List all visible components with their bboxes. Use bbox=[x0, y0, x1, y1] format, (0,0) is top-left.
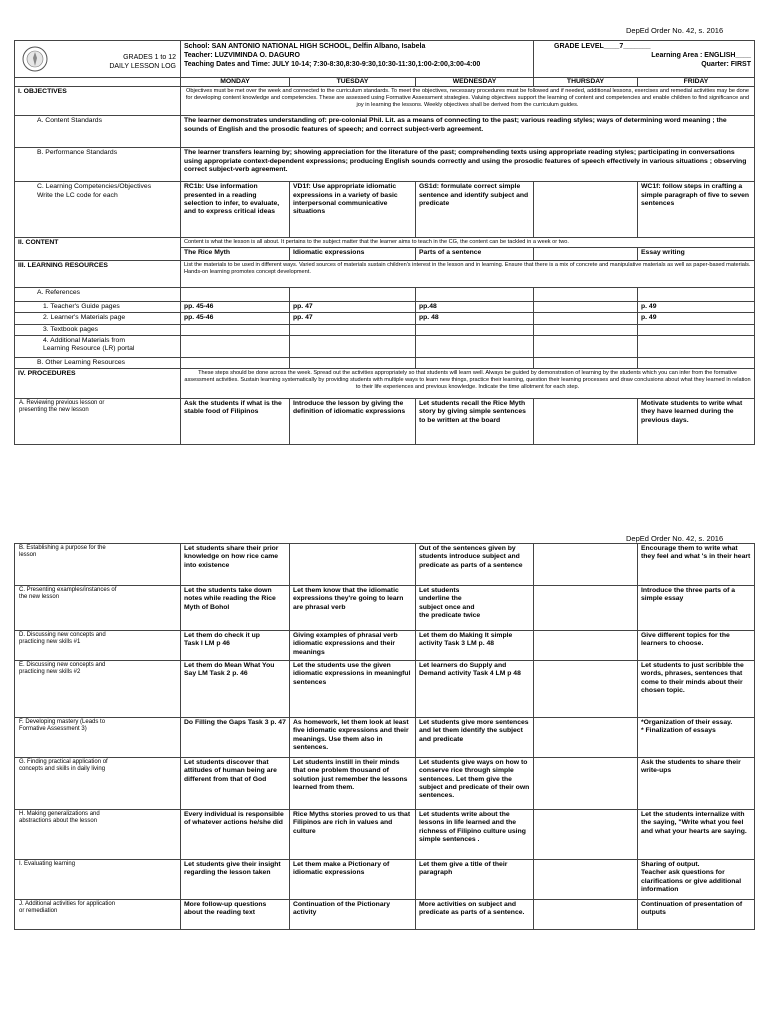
deped-order-bottom: DepEd Order No. 42, s. 2016 bbox=[626, 534, 724, 543]
procedure-label: G. Finding practical application of concepts and skills in daily living bbox=[15, 758, 181, 810]
procedure-tuesday: Giving examples of phrasal verb idiomatic expressions and their meanings bbox=[290, 631, 416, 661]
content-standards-text: The learner demonstrates understanding of: pre-colonial Phil. Lit. as a means of connecting to the past; various reading styles; ways of determining word meaning ; the sounds of English and the prosodic features of speech; and correct subject-verb agreement. bbox=[181, 116, 755, 148]
learning-area: Learning Area : ENGLISH____ bbox=[651, 52, 751, 60]
content-friday: Essay writing bbox=[638, 247, 755, 260]
procedure-friday: *Organization of their essay. * Finalization of essays bbox=[638, 718, 755, 758]
tg-monday: pp. 45-46 bbox=[181, 301, 290, 312]
procedure-monday: Let students discover that attitudes of human being are different from that of God bbox=[181, 758, 290, 810]
content-monday: The Rice Myth bbox=[181, 247, 290, 260]
quarter: Quarter: FIRST bbox=[701, 61, 751, 69]
lm-wednesday: pp. 48 bbox=[416, 313, 534, 324]
competency-friday: WC1f: follow steps in crafting a simple paragraph of five to seven sentences bbox=[638, 182, 755, 238]
lm-monday: pp. 45-46 bbox=[181, 313, 290, 324]
procedure-friday: Continuation of presentation of outputs bbox=[638, 900, 755, 930]
procedure-label: J. Additional activities for application or remediation bbox=[15, 900, 181, 930]
procedure-thursday bbox=[534, 718, 638, 758]
procedure-friday: Let students to just scribble the words, phrases, sentences that come to their minds about their chosen topic. bbox=[638, 661, 755, 718]
procedure-thursday bbox=[534, 544, 638, 586]
procedure-friday: Ask the students to share their write-ups bbox=[638, 758, 755, 810]
tg-wednesday: pp.48 bbox=[416, 301, 534, 312]
content-thursday bbox=[534, 247, 638, 260]
content-standards-label: A. Content Standards bbox=[15, 116, 181, 148]
school-name: School: SAN ANTONIO NATIONAL HIGH SCHOOL, Delfin Albano, Isabela bbox=[184, 43, 426, 50]
procedure-thursday bbox=[534, 661, 638, 718]
performance-standards-text: The learner transfers learning by; showing appreciation for the literature of the past; comprehending texts using appropriate reading styles; participating in conversations using appropriate context-dependent expressions; producing English sounds correctly and using the prosodic features of speech effectively in various situations ; observing correct subject-verb agreement. bbox=[181, 148, 755, 182]
procedure-monday: Ask the students if what is the stable food of Filipinos bbox=[181, 399, 290, 445]
header-center bbox=[181, 41, 534, 78]
procedure-label: F. Developing mastery (Leads to Formative Assessment 3) bbox=[15, 718, 181, 758]
procedure-thursday bbox=[534, 860, 638, 900]
procedure-friday: Give different topics for the learners to choose. bbox=[638, 631, 755, 661]
competency-monday: RC1b: Use information presented in a reading selection to infer, to evaluate, and to express critical ideas bbox=[181, 182, 290, 238]
procedure-label: B. Establishing a purpose for the lesson bbox=[15, 544, 181, 586]
day-thursday: THURSDAY bbox=[534, 78, 638, 87]
procedure-tuesday: Introduce the lesson by giving the definition of idiomatic expressions bbox=[290, 399, 416, 445]
competencies-row bbox=[15, 182, 755, 238]
other-resources-label: B. Other Learning Resources bbox=[15, 357, 181, 368]
procedure-wednesday: Let students recall the Rice Myth story by giving simple sentences to be written at the board bbox=[416, 399, 534, 445]
lm-thursday bbox=[534, 313, 638, 324]
procedure-tuesday: Let students instill in their minds that one problem thousand of solution just remember the lessons learned from them. bbox=[290, 758, 416, 810]
lesson-log-top bbox=[14, 40, 755, 445]
procedures-note: These steps should be done across the week. Spread out the activities appropriately so that students will learn well. Always be guided by demonstration of learning by the students which you can infer from the formative assessment activities. Sustain learning systematically by providing students with multiple ways to learn new things, practice their learning, question their learning processes and draw conclusions about what they learned in relation to their life experiences and previous knowledge. Indicate the time allotment for each step. bbox=[181, 369, 755, 399]
textbook-label: 3. Textbook pages bbox=[15, 324, 181, 335]
procedures-row bbox=[15, 369, 755, 399]
procedure-wednesday: Let them give a title of their paragraph bbox=[416, 860, 534, 900]
header-left bbox=[15, 41, 181, 78]
days-row bbox=[15, 78, 755, 87]
header-row bbox=[15, 41, 755, 78]
procedure-label: D. Discussing new concepts and practicing new skills #1 bbox=[15, 631, 181, 661]
objectives-row bbox=[15, 87, 755, 116]
textbook-row bbox=[15, 324, 755, 335]
procedure-label: C. Presenting examples/instances of the new lesson bbox=[15, 586, 181, 631]
lm-pages-row bbox=[15, 313, 755, 324]
procedure-label: E. Discussing new concepts and practicing new skills #2 bbox=[15, 661, 181, 718]
procedure-tuesday bbox=[290, 544, 416, 586]
procedure-label: A. Reviewing previous lesson or presenting the new lesson bbox=[15, 399, 181, 445]
procedure-thursday bbox=[534, 399, 638, 445]
objectives-note: Objectives must be met over the week and connected to the curriculum standards. To meet the objectives, necessary procedures must be followed and if needed, additional lessons, exercises and remedial activities may be done for developing content knowledge and competencies. These are assessed using Formative Assessment strategies. Valuing objectives support the learning of content and competencies and enable children to find significance and joy in learning the lessons. Weekly objectives shall be derived from the curriculum guides. bbox=[181, 87, 755, 116]
procedure-thursday bbox=[534, 758, 638, 810]
grades-label: GRADES 1 to 12 bbox=[123, 54, 176, 61]
procedure-row bbox=[15, 860, 755, 900]
procedure-wednesday: Let students underline the subject once and the predicate twice bbox=[416, 586, 534, 631]
procedure-wednesday: More activities on subject and predicate as parts of a sentence. bbox=[416, 900, 534, 930]
procedure-row bbox=[15, 586, 755, 631]
procedure-tuesday: Let them know that the idiomatic expressions they're going to learn are phrasal verb bbox=[290, 586, 416, 631]
log-title: DAILY LESSON LOG bbox=[109, 63, 176, 71]
day-tuesday: TUESDAY bbox=[290, 78, 416, 87]
performance-standards-label: B. Performance Standards bbox=[15, 148, 181, 182]
tg-pages-row bbox=[15, 301, 755, 312]
procedure-monday: Let the students take down notes while reading the Rice Myth of Bohol bbox=[181, 586, 290, 631]
procedure-wednesday: Let them do Making It simple activity Task 3 LM p. 48 bbox=[416, 631, 534, 661]
procedure-tuesday: Let them make a Pictionary of idiomatic expressions bbox=[290, 860, 416, 900]
procedure-row bbox=[15, 399, 755, 445]
procedure-monday: More follow-up questions about the reading text bbox=[181, 900, 290, 930]
lm-pages-label: 2. Learner's Materials page bbox=[15, 313, 181, 324]
procedures-label: IV. PROCEDURES bbox=[15, 369, 181, 399]
lr-portal-label: 4. Additional Materials from Learning Resource (LR) portal bbox=[15, 335, 181, 357]
tg-pages-label: 1. Teacher's Guide pages bbox=[15, 301, 181, 312]
procedure-thursday bbox=[534, 900, 638, 930]
procedure-row bbox=[15, 758, 755, 810]
tg-thursday bbox=[534, 301, 638, 312]
resources-row bbox=[15, 260, 755, 287]
competency-thursday bbox=[534, 182, 638, 238]
procedure-wednesday: Let students give ways on how to conserve rice through simple sentences. Let them give the subject and predicate of their own sentences. bbox=[416, 758, 534, 810]
procedure-monday: Let them do Mean What You Say LM Task 2 p. 46 bbox=[181, 661, 290, 718]
procedure-friday: Sharing of output. Teacher ask questions for clarifications or give additional information bbox=[638, 860, 755, 900]
grade-level: GRADE LEVEL____7_______ bbox=[554, 43, 651, 50]
procedure-row bbox=[15, 631, 755, 661]
performance-standards-row bbox=[15, 148, 755, 182]
teaching-dates: Teaching Dates and Time: JULY 10-14; 7:30-8:30,8:30-9:30,10:30-11:30,1:00-2:00,3:00-4:00 bbox=[184, 61, 481, 69]
references-row bbox=[15, 287, 755, 301]
procedure-friday: Encourage them to write what they feel and what 's in their heart bbox=[638, 544, 755, 586]
procedure-row bbox=[15, 810, 755, 860]
content-standards-row bbox=[15, 116, 755, 148]
resources-label: III. LEARNING RESOURCES bbox=[15, 260, 181, 287]
tg-friday: p. 49 bbox=[638, 301, 755, 312]
lm-tuesday: pp. 47 bbox=[290, 313, 416, 324]
procedure-row bbox=[15, 661, 755, 718]
procedure-tuesday: Let the students use the given idiomatic expressions in meaningful sentences bbox=[290, 661, 416, 718]
procedure-monday: Let students give their insight regarding the lesson taken bbox=[181, 860, 290, 900]
procedure-row bbox=[15, 544, 755, 586]
procedure-thursday bbox=[534, 810, 638, 860]
content-label: II. CONTENT bbox=[15, 238, 181, 261]
procedure-wednesday: Let students write about the lessons in life learned and the richness of Filipino culture using simple sentences . bbox=[416, 810, 534, 860]
procedure-thursday bbox=[534, 631, 638, 661]
competencies-label: C. Learning Competencies/Objectives Write the LC code for each bbox=[15, 182, 181, 238]
lr-portal-row bbox=[15, 335, 755, 357]
procedure-tuesday: Rice Myths stories proved to us that Filipinos are rich in values and culture bbox=[290, 810, 416, 860]
procedure-monday: Let students share their prior knowledge on how rice came into existence bbox=[181, 544, 290, 586]
competency-wednesday: GS1d: formulate correct simple sentence and identify subject and predicate bbox=[416, 182, 534, 238]
procedure-row bbox=[15, 900, 755, 930]
day-monday: MONDAY bbox=[181, 78, 290, 87]
content-row bbox=[15, 238, 755, 248]
procedure-friday: Motivate students to write what they have learned during the previous days. bbox=[638, 399, 755, 445]
procedure-tuesday: Continuation of the Pictionary activity bbox=[290, 900, 416, 930]
procedure-wednesday: Out of the sentences given by students introduce subject and predicate as parts of a sentence bbox=[416, 544, 534, 586]
procedure-wednesday: Let students give more sentences and let them identify the subject and predicate bbox=[416, 718, 534, 758]
teacher-name: Teacher: LUZVIMINDA O. DAGURO bbox=[184, 52, 300, 60]
resources-note: List the materials to be used in different ways. Varied sources of materials sustain children's interest in the lesson and in learning. Ensure that there is a mix of concrete and manipulative materials as well as paper-based materials. Hands-on learning promotes concept development. bbox=[181, 260, 755, 287]
content-note: Content is what the lesson is all about. It pertains to the subject matter that the learner aims to teach in the CG, the content can be tackled in a week or two. bbox=[181, 238, 755, 248]
procedure-monday: Do Filling the Gaps Task 3 p. 47 bbox=[181, 718, 290, 758]
lesson-log-bottom bbox=[14, 543, 755, 930]
procedure-tuesday: As homework, let them look at least five idiomatic expressions and their meanings. Use them also in sentences. bbox=[290, 718, 416, 758]
procedure-row bbox=[15, 718, 755, 758]
references-label: A. References bbox=[15, 287, 181, 301]
procedure-label: I. Evaluating learning bbox=[15, 860, 181, 900]
procedure-friday: Introduce the three parts of a simple essay bbox=[638, 586, 755, 631]
deped-order-top: DepEd Order No. 42, s. 2016 bbox=[626, 26, 724, 35]
objectives-label: I. OBJECTIVES bbox=[15, 87, 181, 116]
competency-tuesday: VD1f: Use appropriate idiomatic expressions in a variety of basic interpersonal communicative situations bbox=[290, 182, 416, 238]
procedure-monday: Every individual is responsible of whatever actions he/she did bbox=[181, 810, 290, 860]
tg-tuesday: pp. 47 bbox=[290, 301, 416, 312]
day-friday: FRIDAY bbox=[638, 78, 755, 87]
procedure-label: H. Making generalizations and abstractions about the lesson bbox=[15, 810, 181, 860]
procedure-friday: Let the students internalize with the saying, "Write what you feel and what your hearts are saying. bbox=[638, 810, 755, 860]
procedure-monday: Let them do check it up Task I LM p 46 bbox=[181, 631, 290, 661]
content-wednesday: Parts of a sentence bbox=[416, 247, 534, 260]
lm-friday: p. 49 bbox=[638, 313, 755, 324]
header-right bbox=[534, 41, 755, 78]
other-resources-row bbox=[15, 357, 755, 368]
procedure-thursday bbox=[534, 586, 638, 631]
day-wednesday: WEDNESDAY bbox=[416, 78, 534, 87]
procedure-wednesday: Let learners do Supply and Demand activity Task 4 LM p 48 bbox=[416, 661, 534, 718]
deped-seal-icon bbox=[15, 41, 55, 77]
content-tuesday: Idiomatic expressions bbox=[290, 247, 416, 260]
